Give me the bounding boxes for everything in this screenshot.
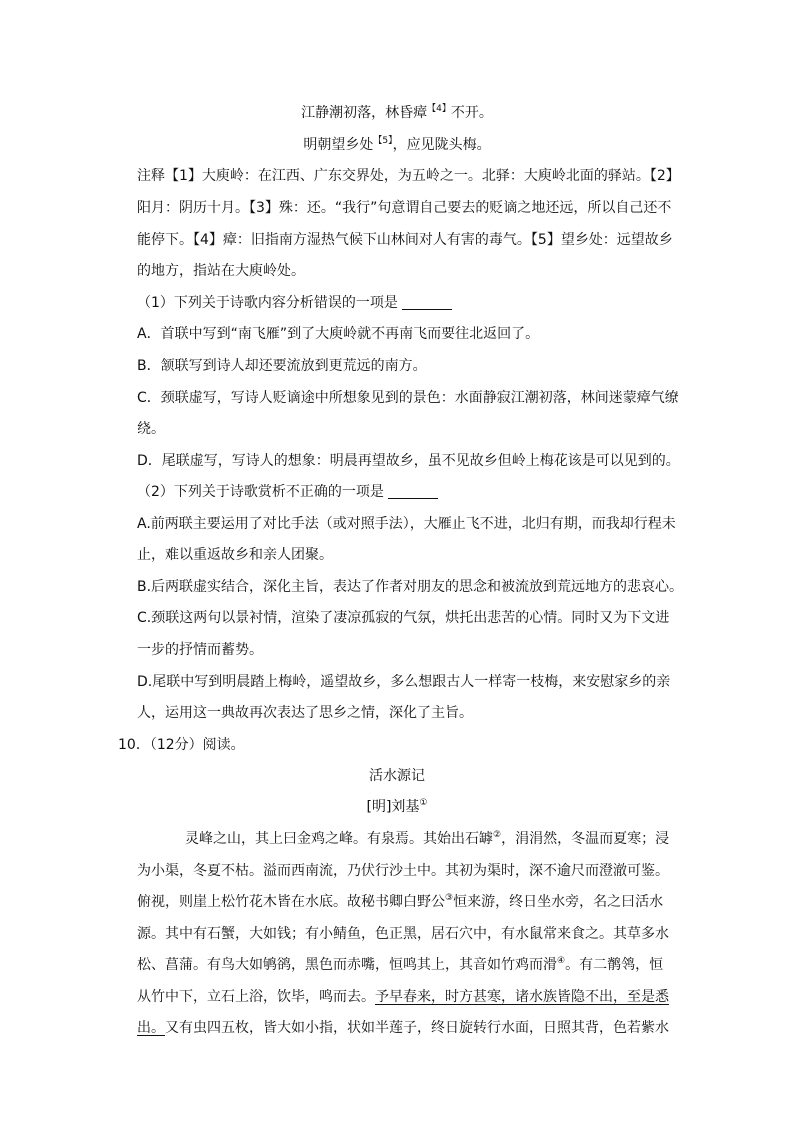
- footnote-marker: ②: [493, 830, 502, 840]
- answer-blank[interactable]: [402, 295, 452, 310]
- passage-line: 为小渠，冬夏不枯。溢而西南流，乃伏行沙土中。其初为渠时，深不逾尺而澄澈可鉴。: [137, 863, 669, 879]
- footnote-marker: ①: [419, 798, 428, 808]
- passage-text: 俯视，则崖上松竹花木皆在水底。故秘书卿白野公: [137, 894, 445, 910]
- poem-line-3-end: 不开。: [450, 105, 493, 121]
- notes-line: 阳月：阴历十月。【3】殊：还。“我行”句意谓自己要去的贬谪之地还远，所以自己还不: [137, 200, 672, 216]
- underlined-sentence: 予早春来，时方甚寒，诸水族皆隐不出，至是悉: [375, 989, 669, 1005]
- poem-line-3: [0, 103, 794, 123]
- passage-author: [0, 797, 794, 817]
- question-2-option-c-cont: 一步的抒情而蓄势。: [137, 642, 263, 658]
- poem-line-4: [0, 135, 794, 155]
- question-2-stem: [137, 482, 438, 502]
- passage-line: 源。其中有石蟹，大如钱；有小鲭鱼，色正黑，居石穴中，有水鼠常来食之。其草多水: [137, 926, 669, 942]
- passage-text: 。有二鹡鸰，恒: [565, 957, 664, 973]
- question-1-option-b: B．颔联写到诗人却还要流放到更荒远的南方。: [137, 358, 427, 374]
- question-10-header: 10．（12分）阅读。: [118, 737, 245, 753]
- question-1-option-d: D．尾联虚写，写诗人的想象：明晨再望故乡，虽不见故乡但岭上梅花该是可以见到的。: [137, 453, 680, 469]
- footnote-marker: ④: [557, 956, 566, 966]
- poem-line-3-text: 江静潮初落，林昏瘴: [301, 105, 428, 121]
- question-1-stem: [137, 293, 452, 313]
- notes-line: 注释【1】大庾岭：在江西、广东交界处，为五岭之一。北驿：大庾岭北面的驿站。【2】: [137, 168, 680, 184]
- passage-text: ，涓涓然，冬温而夏寒；浸: [501, 831, 670, 847]
- question-2-option-a-cont: 止，难以重返故乡和亲人团聚。: [137, 547, 333, 563]
- passage-line: [137, 892, 663, 912]
- question-2-option-d-cont: 人，运用这一典故再次表达了思乡之情，深化了主旨。: [137, 705, 473, 721]
- footnote-marker: 【4】: [427, 104, 451, 114]
- question-1-option-c-cont: 绕。: [137, 421, 165, 437]
- answer-blank[interactable]: [388, 484, 438, 499]
- footnote-marker: ③: [445, 893, 454, 903]
- underlined-sentence: 出。: [137, 1020, 165, 1036]
- passage-line: [185, 829, 669, 849]
- question-2-option-b: B.后两联虚实结合，深化主旨，表达了作者对朋友的思念和被流放到荒远地方的悲哀心。: [137, 579, 684, 595]
- poem-line-4-end: ，应见陇头梅。: [392, 137, 491, 153]
- poem-line-4-text: 明朝望乡处: [303, 137, 374, 153]
- passage-title: 活水源记: [369, 768, 425, 784]
- question-1-option-a: A．首联中写到“南飞雁”到了大庾岭就不再南飞而要往北返回了。: [137, 326, 540, 342]
- question-stem-text: （2）下列关于诗歌赏析不正确的一项是: [137, 484, 384, 500]
- passage-line: [137, 1018, 669, 1038]
- question-2-option-a: A.前两联主要运用了对比手法（或对照手法），大雁止飞不进，北归有期，而我却行程未: [137, 516, 676, 532]
- passage-line: [137, 955, 663, 975]
- passage-text: 灵峰之山，其上曰金鸡之峰。有泉焉。其始出石罅: [185, 831, 493, 847]
- passage-text: 恒来游，终日坐水旁，名之曰活水: [453, 894, 664, 910]
- question-2-option-c: C.颈联这两句以景衬情，渲染了凄凉孤寂的气氛，烘托出悲苦的心情。同时又为下文进: [137, 610, 670, 626]
- passage-text: 又有虫四五枚，皆大如小指，状如半莲子，终日旋转行水面，日照其背，色若紫水: [165, 1020, 669, 1036]
- footnote-marker: 【5】: [373, 136, 393, 146]
- passage-text: 松、菖蒲。有鸟大如鸲鹆，黑色而赤嘴，恒鸣其上，其音如竹鸡而滑: [137, 957, 557, 973]
- question-1-option-c: C．颈联虚写，写诗人贬谪途中所想象见到的景色：水面静寂江潮初落，林间迷蒙瘴气缭: [137, 390, 679, 406]
- passage-line: [137, 987, 669, 1007]
- question-2-option-d: D.尾联中写到明晨踏上梅岭，遥望故乡，多么想跟古人一样寄一枝梅，来安慰家乡的亲: [137, 674, 671, 690]
- notes-line: 的地方，指站在大庾岭处。: [137, 263, 305, 279]
- passage-text: 从竹中下，立石上浴，饮毕，鸣而去。: [137, 989, 375, 1005]
- notes-line: 能停下。【4】瘴：旧指南方湿热气候下山林间对人有害的毒气。【5】望乡处：远望故乡: [137, 232, 673, 248]
- question-stem-text: （1）下列关于诗歌内容分析错误的一项是: [137, 295, 398, 311]
- author-text: [明]刘基: [366, 799, 420, 815]
